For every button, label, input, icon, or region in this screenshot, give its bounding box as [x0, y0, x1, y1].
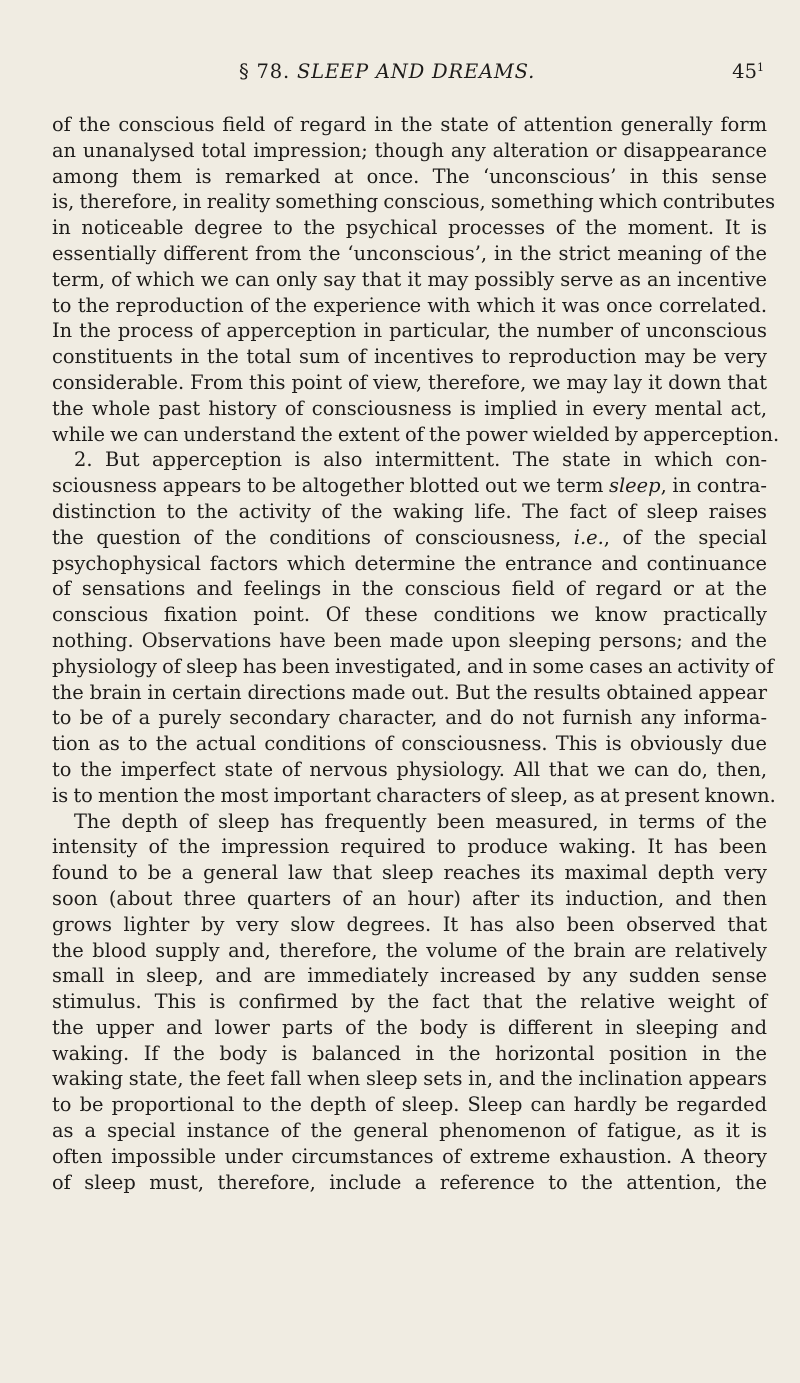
text-line: tion as to the actual conditions of consciousness. This is obviously due: [52, 732, 767, 756]
text-line: among them is remarked at once. The ‘unconscious’ in this sense: [52, 164, 767, 188]
text-line: the brain in certain directions made out. But the results obtained appear: [52, 680, 767, 704]
running-head: [54, 60, 764, 84]
text-line: to be proportional to the depth of sleep. Sleep can hardly be regarded: [52, 1093, 767, 1117]
text-line: the question of the conditions of consciousness, i.e., of the special: [52, 525, 767, 549]
text-line: psychophysical factors which determine the entrance and continuance: [52, 551, 767, 575]
text-line: the upper and lower parts of the body is different in sleeping and: [52, 1015, 767, 1039]
text-line: In the process of apperception in particular, the number of unconscious: [52, 319, 767, 343]
text-line: nothing. Observations have been made upon sleeping persons; and the: [52, 628, 767, 652]
text-line: of sleep must, therefore, include a reference to the attention, the: [52, 1170, 767, 1194]
text-line: considerable. From this point of view, therefore, we may lay it down that: [52, 370, 767, 394]
text-line: conscious fixation point. Of these conditions we know practically: [52, 603, 767, 627]
emphasis-sleep: sleep: [609, 474, 661, 498]
page-number: $45^1$: [732, 60, 764, 83]
text-line: stimulus. This is confirmed by the fact that the relative weight of: [52, 990, 767, 1014]
text-line: in noticeable degree to the psychical processes of the moment. It is: [52, 216, 767, 240]
text-line: of sensations and feelings in the conscious field of regard or at the: [52, 577, 767, 601]
body-text: [52, 112, 780, 1195]
text-line: essentially different from the ‘unconscious’, in the strict meaning of the: [52, 241, 767, 265]
text-line: while we can understand the extent of the power wielded by apperception.: [52, 422, 780, 446]
text-line: term, of which we can only say that it may possibly serve as an incentive: [52, 267, 767, 291]
text-line: an unanalysed total impression; though any alteration or disappearance: [52, 138, 767, 162]
text-line: The depth of sleep has frequently been measured, in terms of the: [74, 809, 767, 833]
text-line: as a special instance of the general phenomenon of fatigue, as it is: [52, 1119, 767, 1143]
text-line: waking. If the body is balanced in the horizontal position in the: [52, 1041, 767, 1065]
text-line: to the imperfect state of nervous physiology. All that we can do, then,: [52, 757, 767, 781]
text-line: waking state, the feet fall when sleep sets in, and the inclination appears: [52, 1067, 767, 1091]
text-line: physiology of sleep has been investigated, and in some cases an activity of: [52, 654, 774, 678]
text-line: intensity of the impression required to produce waking. It has been: [52, 835, 767, 859]
text-line: to the reproduction of the experience with which it was once correlated.: [52, 293, 767, 317]
text-line: distinction to the activity of the waking life. The fact of sleep raises: [52, 499, 767, 523]
text-line: sciousness appears to be altogether blotted out we term sleep, in contra-: [52, 474, 767, 498]
text-line: often impossible under circumstances of extreme exhaustion. A theory: [52, 1144, 767, 1168]
text-line: the whole past history of consciousness is implied in every mental act,: [52, 396, 767, 420]
text-line: found to be a general law that sleep reaches its maximal depth very: [52, 861, 767, 885]
text-line: to be of a purely secondary character, and do not furnish any informa-: [52, 706, 767, 730]
text-line: the blood supply and, therefore, the volume of the brain are relatively: [52, 938, 767, 962]
text-line: grows lighter by very slow degrees. It has also been observed that: [52, 912, 767, 936]
text-line: is to mention the most important characters of sleep, as at present known.: [52, 783, 776, 807]
text-line: soon (about three quarters of an hour) after its induction, and then: [52, 886, 767, 910]
text-line: of the conscious field of regard in the state of attention generally form: [52, 113, 767, 136]
text-line: constituents in the total sum of incentives to reproduction may be very: [52, 345, 767, 369]
text-line: is, therefore, in reality something conscious, something which contributes: [52, 190, 776, 214]
text-line: small in sleep, and are immediately increased by any sudden sense: [52, 964, 767, 988]
running-head-title: § 78. SLEEP AND DREAMS.: [239, 60, 536, 83]
text-line: 2. But apperception is also intermittent. The state in which con-: [74, 448, 767, 472]
emphasis-ie: i.e.: [573, 525, 604, 549]
